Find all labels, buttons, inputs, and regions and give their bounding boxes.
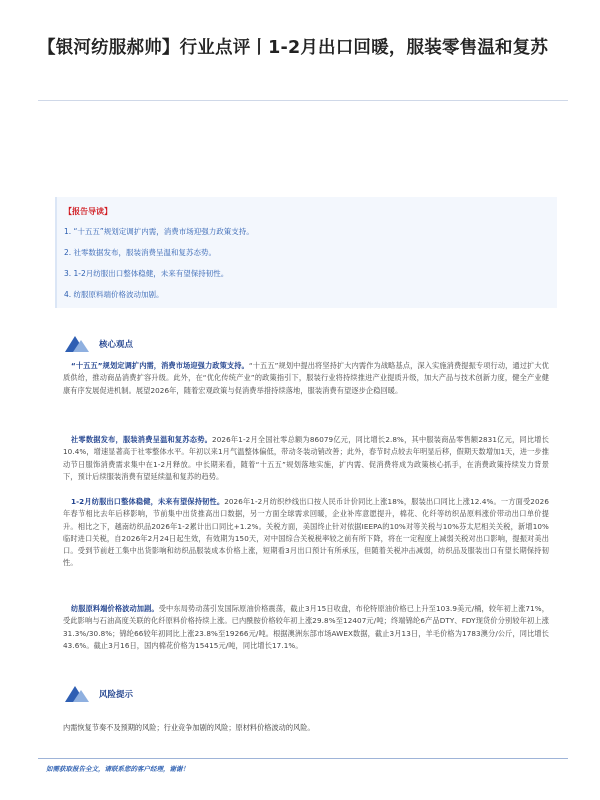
report-guide-list	[64, 226, 254, 310]
section-marker-icon	[63, 334, 91, 354]
paragraph-body: 2026年1-2月全国社零总额为86079亿元，同比增长2.8%，其中服装商品零售额2831亿元，同比增长10.4%，增速显著高于社零整体水平。年初以来1月气温整体偏低，带动冬装动销改善；此外，春节时点较去年明显后移，假期天数增加1天，进一步推动节日服饰消费需求集中在1-2月释放。中长期来看，随着“十五五”规划落地实施，扩内需、促消费将成为政策核心抓手，在消费政策持续发力背景下，预计后续服装消费有望延续温和复苏的趋势。	[63, 435, 549, 481]
guide-item: 3. 1-2月纺服出口整体稳健，未来有望保持韧性。	[64, 269, 229, 278]
core-view-paragraph	[63, 360, 549, 397]
core-view-heading: 核心观点	[99, 340, 134, 350]
guide-item: 4. 纺服原料端价格波动加剧。	[64, 290, 164, 299]
paragraph-lead: 纺服原料端价格波动加剧。	[71, 604, 159, 613]
paragraph-body: 受中东局势动荡引发国际原油价格震荡，截止3月15日收盘，布伦特原油价格已上升至103.9美元/桶，较年初上涨71%，受此影响与石油高度关联的化纤原料价格持续上涨。已内酰胺价格较年初上涨29.8%至12407元/吨；终端锦纶6产品DTY、FDY现货价分别较年初上涨31.3%/30.8%；锦纶66较年初同比上涨23.8%至19266元/吨。根据澳洲东部市场AWEX数据，截止3月13日，羊毛价格为1783澳分/公斤，同比增长43.6%。截止3月16日，国内棉花价格为15415元/吨，同比增长17.1%。	[63, 604, 550, 650]
section-marker-icon	[63, 684, 91, 704]
page-title: 【银河纺服郝帅】行业点评丨1-2月出口回暖，服装零售温和复苏	[38, 38, 549, 58]
core-view-paragraph	[63, 603, 549, 652]
report-guide-heading: 【报告导读】	[64, 207, 112, 216]
paragraph-lead: “十五五”规划定调扩内需，消费市场迎强力政策支持。	[71, 361, 249, 370]
title-divider	[38, 100, 568, 101]
guide-item: 1. “十五五”规划定调扩内需，消费市场迎强力政策支持。	[64, 227, 254, 236]
footer-contact-note: 如需获取报告全文，请联系您的客户经理，谢谢！	[46, 765, 189, 773]
risk-heading: 风险提示	[99, 690, 134, 700]
risk-text: 内需恢复节奏不及预期的风险；行业竞争加剧的风险；原材料价格波动的风险。	[63, 723, 315, 732]
footer-divider	[38, 758, 568, 759]
paragraph-body: “十五五”规划中提出将坚持扩大内需作为战略基点，深入实施消费提振专项行动，通过扩大优质供给，推动商品消费扩容升级。此外，在“优化传统产业”的政策指引下，服装行业将持续推进产业提质升级，加大产品与技术创新力度，健全产业健康有序发展促进机制。展望2026年，随着宏观政策与促消费举措持续落地，服装消费有望逐步企稳回暖。	[63, 361, 550, 395]
core-view-paragraph	[63, 496, 549, 570]
core-view-paragraph	[63, 434, 549, 483]
paragraph-lead: 1-2月纺服出口整体稳健，未来有望保持韧性。	[71, 497, 225, 506]
paragraph-body: 2026年1-2月纺织纱线出口按人民币计价同比上涨18%，服装出口同比上涨12.4%。一方面受2026年春节相比去年后移影响，节前集中出货推高出口数据，另一方面全球需求回暖，企业补库意愿提升，棉花、化纤等纺织品原料涨价带动出口单价提升。相比之下，越南纺织品2026年1-2累计出口同比+1.2%。关税方面，美国终止针对依据IEEPA的10%对等关税与10%芬太尼相关关税，新增10%临时进口关税，自2026年2月24日起生效，有效期为150天，对中国综合关税税率较之前有所下降，将在一定程度上减弱关税对出口影响，提振对美出口。受到节前赶工集中出货影响和纺织品服装成本价格上涨，短期看3月出口预计有所承压，但随着关税冲击减弱，纺织品及服装出口有望长期保持韧性。	[63, 497, 550, 568]
guide-item: 2. 社零数据发布，服装消费呈温和复苏态势。	[64, 248, 217, 257]
paragraph-lead: 社零数据发布，服装消费呈温和复苏态势。	[71, 435, 213, 444]
